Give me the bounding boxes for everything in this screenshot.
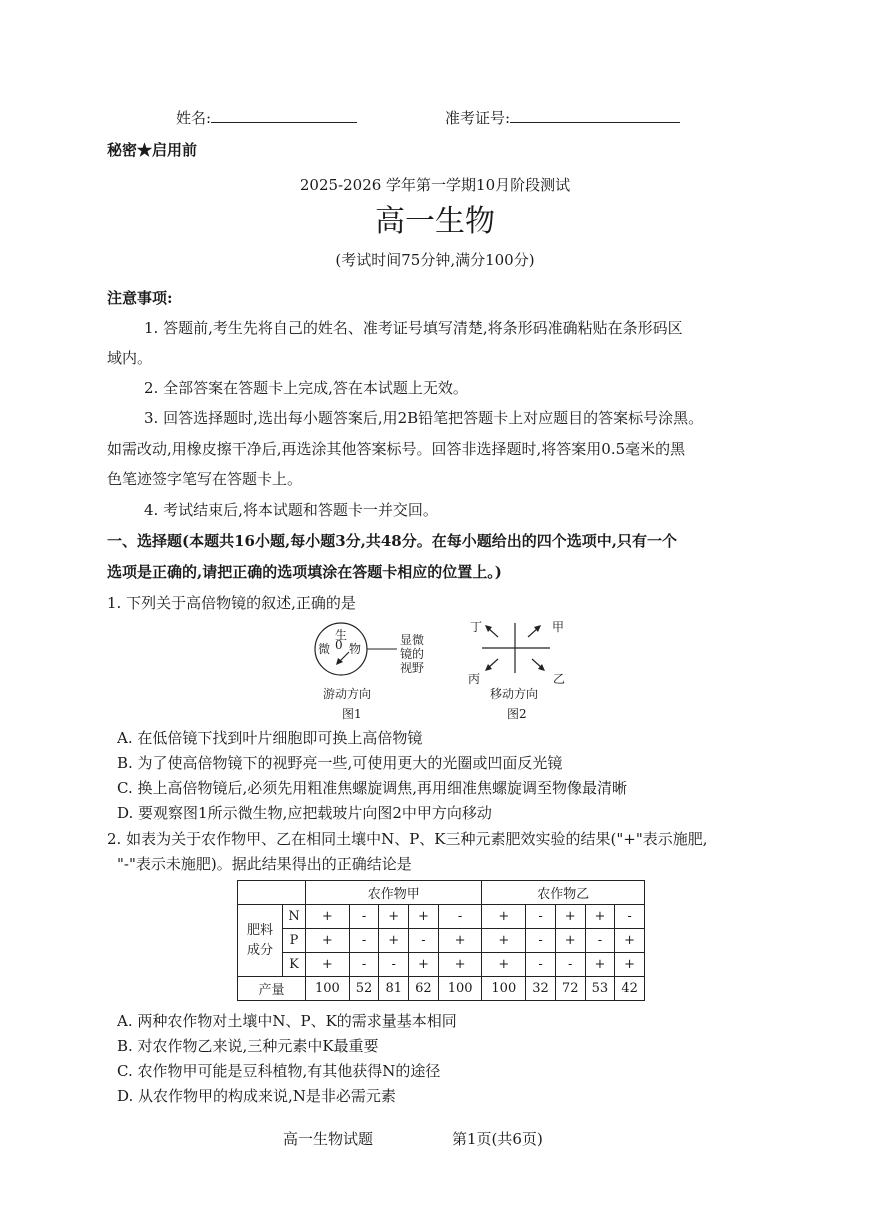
table-cell: + [409, 953, 439, 977]
yield-label: 产量 [238, 977, 306, 1001]
fig1-side-1: 显微 [400, 633, 425, 647]
fig2-label-bing: 丙 [468, 672, 481, 686]
table-corner-cell [238, 881, 306, 905]
table-cell: + [438, 929, 482, 953]
yield-cell: 53 [585, 977, 615, 1001]
fig1-circle-top: 生 [335, 628, 348, 642]
table-cell: - [526, 929, 556, 953]
q1-option-c: C. 换上高倍物镜后,必须先用粗准焦螺旋调焦,再用细准焦螺旋调至物像最清晰 [117, 779, 628, 797]
table-cell: - [585, 929, 615, 953]
fertilizer-label-2: 成分 [246, 942, 273, 958]
table-cell: + [615, 929, 645, 953]
fig2-caption-2: 图2 [507, 707, 527, 721]
exam-title: 2025-2026 学年第一学期10月阶段测试 [299, 176, 571, 194]
note-2: 2. 全部答案在答题卡上完成,答在本试题上无效。 [144, 379, 468, 397]
table-cell: + [585, 953, 615, 977]
table-cell: + [482, 929, 526, 953]
note-4: 4. 考试结束后,将本试题和答题卡一并交回。 [144, 501, 438, 519]
fertilizer-label-1: 肥料 [246, 922, 273, 938]
table-row [238, 905, 645, 929]
table-cell: + [306, 929, 350, 953]
table-cell: - [615, 905, 645, 929]
table-cell: + [306, 953, 350, 977]
table-cell: + [409, 905, 439, 929]
note-1b: 域内。 [107, 349, 153, 367]
footer-page: 第1页(共6页) [452, 1130, 543, 1148]
table-cell: - [526, 953, 556, 977]
id-blank [510, 106, 680, 123]
q2-option-b: B. 对农作物乙来说,三种元素中K最重要 [117, 1037, 379, 1055]
crop-b-header: 农作物乙 [482, 881, 645, 905]
note-3c: 色笔迹签字笔写在答题卡上。 [107, 470, 303, 488]
yield-cell: 62 [409, 977, 439, 1001]
element-cell: P [283, 929, 306, 953]
fig2-caption-1: 移动方向 [490, 687, 539, 701]
table-cell: - [555, 953, 585, 977]
table-cell: + [438, 953, 482, 977]
secret-mark: 秘密★启用前 [107, 141, 198, 159]
id-label: 准考证号: [445, 109, 511, 127]
q1-option-b: B. 为了使高倍物镜下的视野亮一些,可使用更大的光圈或凹面反光镜 [117, 754, 563, 772]
table-cell: + [306, 905, 350, 929]
q1-option-a: A. 在低倍镜下找到叶片细胞即可换上高倍物镜 [117, 729, 423, 747]
table-row [238, 929, 645, 953]
q2-option-d: D. 从农作物甲的构成来说,N是非必需元素 [117, 1087, 396, 1105]
table-cell: + [482, 905, 526, 929]
name-label: 姓名: [176, 109, 212, 127]
table-cell: - [409, 929, 439, 953]
element-cell: N [283, 905, 306, 929]
note-1a: 1. 答题前,考生先将自己的姓名、准考证号填写清楚,将条形码准确粘贴在条形码区 [144, 319, 683, 337]
table-header-row [238, 881, 645, 905]
table-cell: - [379, 953, 409, 977]
footer-subject: 高一生物试题 [283, 1130, 374, 1148]
yield-cell: 32 [526, 977, 556, 1001]
section1-line2: 选项是正确的,请把正确的选项填涂在答题卡相应的位置上。) [107, 563, 502, 581]
crop-a-header: 农作物甲 [306, 881, 482, 905]
table-cell: - [349, 905, 379, 929]
yield-cell: 72 [555, 977, 585, 1001]
fig1-circle-right: 物 [349, 642, 362, 656]
subject-title: 高一生物 [375, 204, 495, 239]
table-cell: + [555, 905, 585, 929]
table-row [238, 953, 645, 977]
section1-line1: 一、选择题(本题共16小题,每小题3分,共48分。在每小题给出的四个选项中,只有一个 [107, 532, 677, 550]
yield-cell: 81 [379, 977, 409, 1001]
yield-cell: 52 [349, 977, 379, 1001]
fig1-caption-1: 游动方向 [323, 687, 372, 701]
table-cell: - [349, 953, 379, 977]
fig1-side-3: 视野 [400, 661, 425, 675]
name-blank [211, 106, 357, 123]
time-note: (考试时间75分钟,满分100分) [335, 251, 535, 269]
q1-option-d: D. 要观察图1所示微生物,应把载玻片向图2中甲方向移动 [117, 804, 492, 822]
yield-cell: 100 [482, 977, 526, 1001]
table-cell: + [482, 953, 526, 977]
fertilizer-label-cell [238, 905, 283, 977]
table-cell: - [438, 905, 482, 929]
q2-option-a: A. 两种农作物对土壤中N、P、K的需求量基本相同 [117, 1012, 457, 1030]
q2-option-c: C. 农作物甲可能是豆科植物,有其他获得N的途径 [117, 1062, 441, 1080]
fig2-label-ding: 丁 [470, 620, 483, 634]
id-field [445, 106, 680, 128]
yield-row [238, 977, 645, 1001]
fig1-circle-center: 0 [335, 638, 343, 652]
q2-stem-2: "-"表示未施肥)。据此结果得出的正确结论是 [117, 855, 412, 873]
table-cell: + [615, 953, 645, 977]
yield-cell: 100 [306, 977, 350, 1001]
notes-heading: 注意事项: [107, 289, 173, 307]
table-cell: + [379, 929, 409, 953]
yield-cell: 100 [438, 977, 482, 1001]
fig1-caption-2: 图1 [342, 707, 362, 721]
q2-stem-1: 2. 如表为关于农作物甲、乙在相同土壤中N、P、K三种元素肥效实验的结果("+"表示施肥, [107, 830, 708, 848]
table-cell: + [379, 905, 409, 929]
note-3a: 3. 回答选择题时,选出每小题答案后,用2B铅笔把答题卡上对应题目的答案标号涂黑。 [144, 409, 704, 427]
fertilizer-table [237, 880, 645, 1001]
fig1-side-2: 镜的 [400, 647, 425, 661]
table-cell: - [526, 905, 556, 929]
table-cell: + [585, 905, 615, 929]
q1-stem: 1. 下列关于高倍物镜的叙述,正确的是 [107, 594, 356, 612]
fig2-label-jia: 甲 [552, 620, 565, 634]
element-cell: K [283, 953, 306, 977]
name-field [176, 106, 357, 128]
fig2-label-yi: 乙 [553, 672, 566, 686]
note-3b: 如需改动,用橡皮擦干净后,再选涂其他答案标号。回答非选择题时,将答案用0.5毫米的黑 [107, 440, 686, 458]
table-cell: - [349, 929, 379, 953]
fig1-circle-left: 微 [318, 642, 331, 656]
table-cell: + [555, 929, 585, 953]
yield-cell: 42 [615, 977, 645, 1001]
